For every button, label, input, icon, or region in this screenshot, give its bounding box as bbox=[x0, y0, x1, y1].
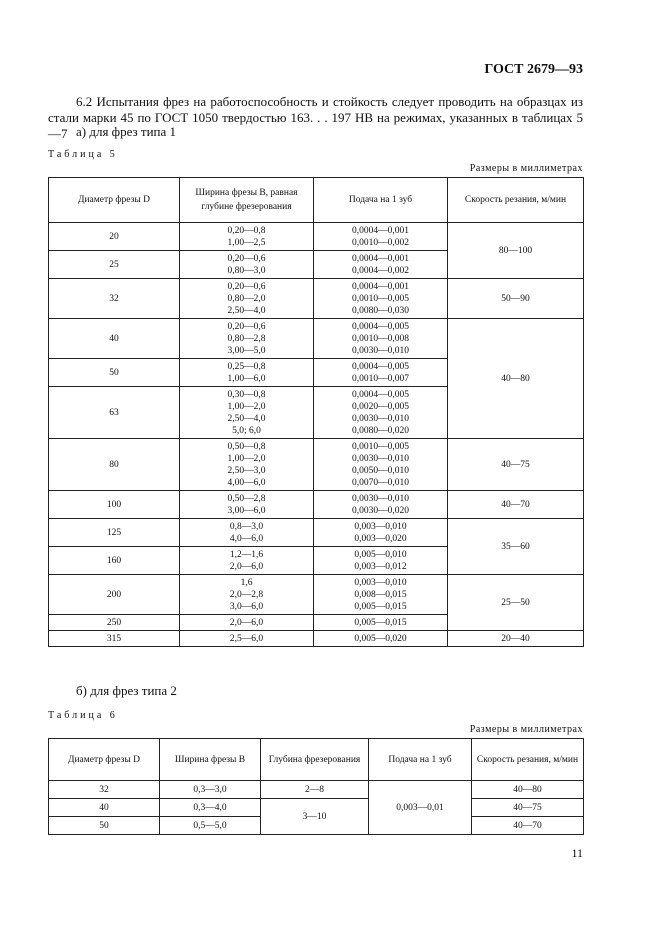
table5-width-value: 0,25—0,8 bbox=[227, 361, 266, 372]
table5-row bbox=[49, 575, 584, 615]
table5-diameter: 40 bbox=[49, 319, 180, 359]
table6-depth: 3—10 bbox=[261, 799, 369, 835]
table5-row bbox=[49, 223, 584, 251]
table5-width bbox=[180, 251, 314, 279]
table5-width-value: 2,50—3,0 bbox=[227, 465, 266, 476]
table5-feed-value: 0,005—0,015 bbox=[354, 617, 407, 628]
table5-feed-value: 0,0030—0,010 bbox=[352, 453, 409, 464]
table6-title: Таблица 6 bbox=[48, 710, 118, 721]
table6-width: 0,5—5,0 bbox=[160, 817, 261, 835]
table6-diameter: 32 bbox=[49, 781, 160, 799]
table5-header-diameter: Диаметр фрезы D bbox=[49, 178, 180, 223]
table5-feed bbox=[314, 519, 448, 547]
table6-diameter: 50 bbox=[49, 817, 160, 835]
table5-feed-value: 0,005—0,015 bbox=[354, 601, 407, 612]
table5-speed: 20—40 bbox=[448, 631, 584, 647]
table5-width bbox=[180, 279, 314, 319]
table5-width-value: 0,20—0,6 bbox=[227, 321, 266, 332]
table5-width-value: 2,0—2,8 bbox=[229, 589, 264, 600]
table6-units: Размеры в миллиметрах bbox=[469, 724, 583, 735]
table5-width-value: 4,0—6,0 bbox=[229, 533, 264, 544]
table5-feed-value: 0,005—0,020 bbox=[354, 633, 407, 644]
table5-speed: 25—50 bbox=[448, 575, 584, 631]
table6-diameter: 40 bbox=[49, 799, 160, 817]
table5-width-value: 1,6 bbox=[240, 577, 253, 588]
table5-feed-value: 0,0010—0,002 bbox=[352, 237, 409, 248]
table5-width bbox=[180, 491, 314, 519]
table5-width-value: 2,0—6,0 bbox=[229, 561, 264, 572]
table5-diameter: 63 bbox=[49, 387, 180, 439]
table5-row bbox=[49, 491, 584, 519]
table5-feed-value: 0,005—0,010 bbox=[354, 549, 407, 560]
table5-width bbox=[180, 519, 314, 547]
table5-row bbox=[49, 439, 584, 491]
table5-feed-value: 0,0070—0,010 bbox=[352, 477, 409, 488]
table5-feed-value: 0,0004—0,005 bbox=[352, 361, 409, 372]
table5-feed-value: 0,0010—0,007 bbox=[352, 373, 409, 384]
table5-feed-value: 0,0030—0,010 bbox=[352, 345, 409, 356]
table5-row bbox=[49, 279, 584, 319]
table5-width bbox=[180, 387, 314, 439]
table5-feed-value: 0,0030—0,010 bbox=[352, 493, 409, 504]
page-number: 11 bbox=[571, 846, 583, 860]
table6-header-speed: Скорость резания, м/мин bbox=[472, 739, 584, 781]
table5-width-value: 0,80—2,8 bbox=[227, 333, 266, 344]
table5-feed-value: 0,0010—0,005 bbox=[352, 293, 409, 304]
table5-feed-value: 0,0004—0,005 bbox=[352, 321, 409, 332]
table5-width-value: 1,00—2,5 bbox=[227, 237, 266, 248]
table5-width-value: 0,20—0,6 bbox=[227, 253, 266, 264]
table5-feed-value: 0,0030—0,010 bbox=[352, 413, 409, 424]
table5-width-value: 2,5—6,0 bbox=[229, 633, 264, 644]
table5-width-value: 0,8—3,0 bbox=[229, 521, 264, 532]
table5-diameter: 32 bbox=[49, 279, 180, 319]
table5-header-width: Ширина фрезы B, равная глубине фрезерования bbox=[180, 178, 314, 223]
table5-width-value: 0,20—0,6 bbox=[227, 281, 266, 292]
table5-diameter: 200 bbox=[49, 575, 180, 615]
table5-width-value: 3,00—5,0 bbox=[227, 345, 266, 356]
table5-width-value: 0,80—2,0 bbox=[227, 293, 266, 304]
table6-speed: 40—75 bbox=[472, 799, 584, 817]
item-a-label: а) для фрез типа 1 bbox=[76, 124, 177, 139]
table5-title: Таблица 5 bbox=[48, 149, 118, 160]
table5-feed-value: 0,0004—0,001 bbox=[352, 253, 409, 264]
table5-diameter: 160 bbox=[49, 547, 180, 575]
table5-feed-value: 0,003—0,012 bbox=[354, 561, 407, 572]
table5-units: Размеры в миллиметрах bbox=[469, 163, 583, 174]
table5-width bbox=[180, 223, 314, 251]
table5-header-feed: Подача на 1 зуб bbox=[314, 178, 448, 223]
intro-text: 6.2 Испытания фрез на работоспособность и стойкость следует проводить на образцах из стали марки 45 по ГОСТ 1050 твердостью 163. . . 197 НВ на режимах, указанных в таблицах 5—7 bbox=[48, 94, 583, 141]
table5-speed: 40—80 bbox=[448, 319, 584, 439]
table5-diameter: 50 bbox=[49, 359, 180, 387]
table5-feed bbox=[314, 631, 448, 647]
table5-width-value: 0,20—0,8 bbox=[227, 225, 266, 236]
table5-width-value: 0,30—0,8 bbox=[227, 389, 266, 400]
table5-width bbox=[180, 319, 314, 359]
table5-feed-value: 0,008—0,015 bbox=[354, 589, 407, 600]
table5-feed bbox=[314, 359, 448, 387]
table6 bbox=[48, 738, 584, 835]
table5-width-value: 2,50—4,0 bbox=[227, 413, 266, 424]
table5-speed: 40—70 bbox=[448, 491, 584, 519]
table6-speed: 40—80 bbox=[472, 781, 584, 799]
table5 bbox=[48, 177, 584, 647]
table5-width bbox=[180, 439, 314, 491]
table5-feed bbox=[314, 279, 448, 319]
table5-width-value: 1,00—6,0 bbox=[227, 373, 266, 384]
table5-feed-value: 0,0010—0,008 bbox=[352, 333, 409, 344]
table6-header-diameter: Диаметр фрезы D bbox=[49, 739, 160, 781]
table5-width-value: 2,0—6,0 bbox=[229, 617, 264, 628]
table5-feed-value: 0,0030—0,020 bbox=[352, 505, 409, 516]
table6-header-feed: Подача на 1 зуб bbox=[369, 739, 472, 781]
table5-width bbox=[180, 615, 314, 631]
table5-row bbox=[49, 519, 584, 547]
table5-feed-value: 0,0010—0,005 bbox=[352, 441, 409, 452]
standard-header: ГОСТ 2679—93 bbox=[484, 62, 583, 77]
table5-diameter: 315 bbox=[49, 631, 180, 647]
table5-speed: 35—60 bbox=[448, 519, 584, 575]
table6-feed: 0,003—0,01 bbox=[369, 781, 472, 835]
table5-diameter: 20 bbox=[49, 223, 180, 251]
table5-diameter: 25 bbox=[49, 251, 180, 279]
table5-width bbox=[180, 547, 314, 575]
table5-diameter: 100 bbox=[49, 491, 180, 519]
table5-feed bbox=[314, 223, 448, 251]
table5-width-value: 0,50—2,8 bbox=[227, 493, 266, 504]
table5-speed: 40—75 bbox=[448, 439, 584, 491]
item-b-label: б) для фрез типа 2 bbox=[76, 683, 177, 698]
table5-width bbox=[180, 631, 314, 647]
table6-depth: 2—8 bbox=[261, 781, 369, 799]
table5-feed-value: 0,0020—0,005 bbox=[352, 401, 409, 412]
table5-width-value: 1,00—2,0 bbox=[227, 453, 266, 464]
table5-feed-value: 0,003—0,010 bbox=[354, 521, 407, 532]
table5-width bbox=[180, 359, 314, 387]
table5-feed bbox=[314, 491, 448, 519]
table5-diameter: 80 bbox=[49, 439, 180, 491]
table5-feed bbox=[314, 387, 448, 439]
table5-speed: 80—100 bbox=[448, 223, 584, 279]
table5-feed-value: 0,0080—0,020 bbox=[352, 425, 409, 436]
table5-width-value: 4,00—6,0 bbox=[227, 477, 266, 488]
table5-diameter: 250 bbox=[49, 615, 180, 631]
table5-width-value: 0,80—3,0 bbox=[227, 265, 266, 276]
table5-feed-value: 0,0004—0,005 bbox=[352, 389, 409, 400]
table5-width-value: 2,50—4,0 bbox=[227, 305, 266, 316]
table6-header-width: Ширина фрезы B bbox=[160, 739, 261, 781]
table5-feed bbox=[314, 439, 448, 491]
table5-width-value: 1,00—2,0 bbox=[227, 401, 266, 412]
table5-feed-value: 0,0004—0,001 bbox=[352, 281, 409, 292]
table5-feed-value: 0,003—0,020 bbox=[354, 533, 407, 544]
table5-feed-value: 0,0080—0,030 bbox=[352, 305, 409, 316]
table5-feed-value: 0,0050—0,010 bbox=[352, 465, 409, 476]
table5-feed bbox=[314, 547, 448, 575]
table5-row bbox=[49, 631, 584, 647]
table5-diameter: 125 bbox=[49, 519, 180, 547]
table5-feed-value: 0,0004—0,002 bbox=[352, 265, 409, 276]
table5-feed-value: 0,003—0,010 bbox=[354, 577, 407, 588]
table5-feed bbox=[314, 319, 448, 359]
table6-speed: 40—70 bbox=[472, 817, 584, 835]
table5-speed: 50—90 bbox=[448, 279, 584, 319]
table5-feed bbox=[314, 575, 448, 615]
table5-header-speed: Скорость резания, м/мин bbox=[448, 178, 584, 223]
table5-width-value: 1,2—1,6 bbox=[229, 549, 264, 560]
table5-row bbox=[49, 319, 584, 359]
table5-width-value: 3,00—6,0 bbox=[227, 505, 266, 516]
table5-width-value: 3,0—6,0 bbox=[229, 601, 264, 612]
table5-width-value: 0,50—0,8 bbox=[227, 441, 266, 452]
table6-width: 0,3—3,0 bbox=[160, 781, 261, 799]
table5-feed-value: 0,0004—0,001 bbox=[352, 225, 409, 236]
table6-width: 0,3—4,0 bbox=[160, 799, 261, 817]
table5-width bbox=[180, 575, 314, 615]
table6-header-depth: Глубина фрезерования bbox=[261, 739, 369, 781]
table5-feed bbox=[314, 615, 448, 631]
table5-feed bbox=[314, 251, 448, 279]
table5-width-value: 5,0; 6,0 bbox=[232, 425, 261, 436]
